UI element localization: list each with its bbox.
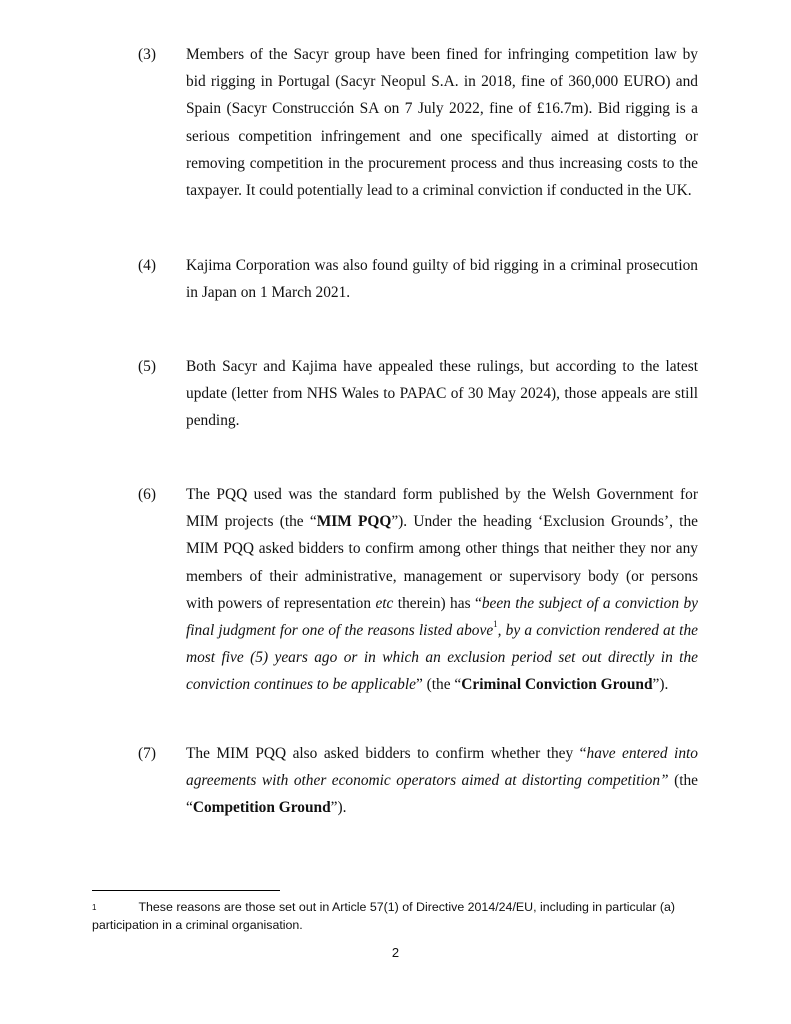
footnote-1: [92, 898, 692, 934]
defined-term-mim-pqq: MIM PQQ: [316, 513, 392, 531]
text-line: serious competition infringement and one specifically aimed at distorting or: [186, 127, 698, 145]
text-run: (the: [668, 772, 699, 790]
text-run: with powers of representation: [186, 594, 376, 612]
paragraph-number: (3): [138, 46, 156, 63]
text-line: pending.: [186, 412, 240, 430]
paragraph-5: [138, 353, 698, 435]
quoted-italic-run: been the subject of a conviction by: [481, 594, 698, 612]
paragraph-body: [186, 41, 698, 204]
defined-term-criminal-conviction-ground: Criminal Conviction Ground: [461, 676, 653, 694]
text-line: The PQQ used was the standard form published by the Welsh Government for: [186, 486, 698, 503]
text-line: taxpayer. It could potentially lead to a criminal conviction if conducted in the UK.: [186, 182, 692, 200]
text-line: [186, 671, 698, 698]
text-line: update (letter from NHS Wales to PAPAC of 30 May 2024), those appeals are still: [186, 385, 698, 403]
text-line: [186, 767, 698, 794]
text-run: MIM projects (the “: [186, 513, 317, 531]
paragraph-7: [138, 740, 698, 822]
quoted-italic-run: agreements with other economic operators aimed at distorting competition”: [186, 772, 669, 790]
footnote-reference[interactable]: 1: [493, 619, 498, 630]
text-line: MIM PQQ asked bidders to confirm among other things that neither they nor any: [186, 540, 698, 558]
footnote-text: These reasons are those set out in Article 57(1) of Directive 2014/24/EU, including in particular (a): [138, 900, 675, 914]
paragraph-6: [138, 481, 698, 699]
paragraph-body: [186, 252, 698, 306]
text-line: [186, 740, 698, 767]
quoted-italic-run: most five (5) years ago or in which an exclusion period set out directly in the: [186, 649, 698, 667]
text-run: ”). Under the heading ‘Exclusion Grounds’, the: [391, 513, 698, 531]
text-line: Kajima Corporation was also found guilty of bid rigging in a criminal prosecution: [186, 257, 698, 274]
footnote-line: participation in a criminal organisation.: [92, 918, 303, 932]
paragraph-4: [138, 252, 698, 306]
paragraph-3: [138, 41, 698, 204]
page-number: 2: [391, 945, 400, 960]
text-run: ”).: [330, 799, 347, 817]
paragraph-number: (4): [138, 257, 156, 274]
text-line: [186, 617, 698, 644]
footnote-marker: 1: [92, 903, 97, 912]
quoted-italic-run: final judgment for one of the reasons listed above: [186, 622, 494, 640]
text-line: [186, 644, 698, 671]
paragraph-body: [186, 481, 698, 699]
text-line: [186, 590, 698, 617]
text-line: Members of the Sacyr group have been fined for infringing competition law by: [186, 46, 698, 63]
text-line: removing competition in the procurement process and thus increasing costs to the: [186, 154, 698, 172]
paragraph-number: (6): [138, 486, 156, 503]
quoted-italic-run: conviction continues to be applicable: [186, 676, 416, 694]
defined-term-competition-ground: Competition Ground: [192, 799, 331, 817]
text-line: Both Sacyr and Kajima have appealed these rulings, but according to the latest: [186, 358, 698, 375]
quoted-italic-run: , by a conviction rendered at the: [497, 622, 698, 640]
paragraph-number: (5): [138, 358, 156, 375]
paragraph-body: [186, 353, 698, 435]
text-line: Spain (Sacyr Construcción SA on 7 July 2022, fine of £16.7m). Bid rigging is a: [186, 100, 698, 118]
italic-run: etc: [375, 594, 394, 612]
footnote-line: [92, 898, 692, 916]
text-line: members of their administrative, management or supervisory body (or persons: [186, 567, 698, 585]
quoted-italic-run: have entered into: [586, 745, 698, 762]
text-run: The MIM PQQ also asked bidders to confirm whether they “: [186, 745, 587, 762]
paragraph-number: (7): [138, 745, 156, 762]
footnote-separator: [92, 890, 280, 891]
text-run: therein) has “: [393, 594, 482, 612]
text-run: ”).: [652, 676, 669, 694]
text-run: ” (the “: [415, 676, 462, 694]
text-line: bid rigging in Portugal (Sacyr Neopul S.A. in 2018, fine of 360,000 EURO) and: [186, 73, 698, 91]
text-line: [186, 794, 698, 821]
text-line: [186, 508, 698, 535]
paragraph-body: [186, 740, 698, 822]
text-line: in Japan on 1 March 2021.: [186, 284, 351, 302]
text-run: “: [186, 799, 193, 817]
